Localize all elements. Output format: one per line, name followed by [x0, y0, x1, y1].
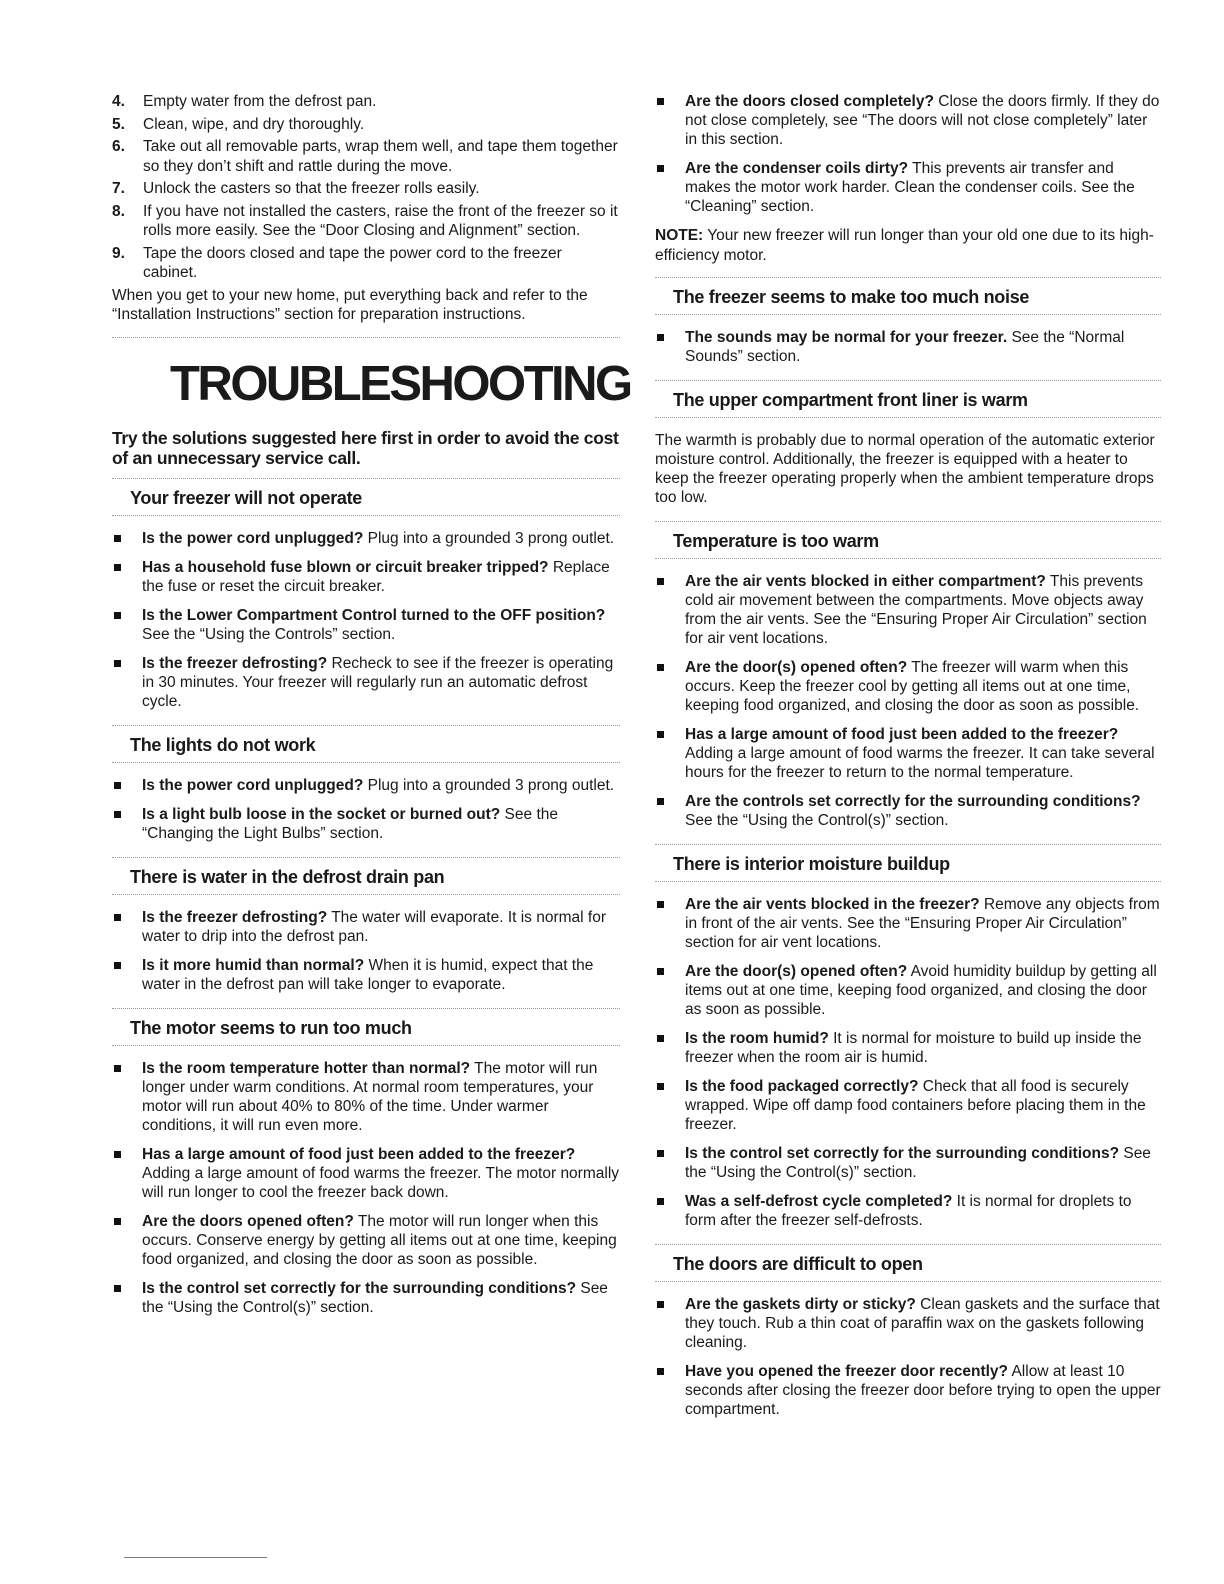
- divider: [112, 857, 620, 858]
- divider: [655, 417, 1161, 418]
- bullet-list: [112, 529, 620, 711]
- list-item: [655, 159, 1161, 216]
- section-liner-warm: [655, 380, 1161, 507]
- bullet-icon: [657, 901, 664, 908]
- divider: [655, 380, 1161, 381]
- list-item: [112, 654, 620, 711]
- question: Is it more humid than normal?: [142, 956, 365, 974]
- heading-text: Temperature is too warm: [673, 531, 879, 551]
- question: Have you opened the freezer door recently?: [685, 1363, 1009, 1380]
- note-label: NOTE:: [655, 227, 704, 244]
- list-item: [112, 244, 620, 283]
- bullet-icon: [657, 1083, 664, 1090]
- question: Are the doors opened often?: [142, 1212, 354, 1230]
- question: Are the controls set correctly for the surrounding conditions?: [685, 793, 1141, 810]
- answer: This prevents air transfer and makes the motor work harder. Clean the condenser coils. See the “Cleaning” section.: [685, 160, 1135, 215]
- section-noise: [655, 277, 1161, 366]
- divider: [112, 337, 620, 338]
- bullet-icon: [114, 1218, 121, 1225]
- bullet-list: [112, 776, 620, 843]
- section-water-drain-pan: [112, 857, 620, 994]
- bullet-icon: [114, 660, 121, 667]
- divider: [655, 844, 1161, 845]
- question: Is the control set correctly for the surrounding conditions?: [685, 1145, 1120, 1162]
- step-number: 6.: [112, 138, 125, 155]
- section-moisture-buildup: [655, 844, 1161, 1230]
- bullet-icon: [114, 1285, 121, 1292]
- note: [655, 226, 1161, 265]
- divider: [112, 478, 620, 479]
- section-doors-difficult: [655, 1244, 1161, 1419]
- list-item: [655, 792, 1161, 830]
- section-heading: [112, 866, 620, 888]
- divider: [655, 314, 1161, 315]
- list-item: [112, 558, 620, 596]
- list-item: [112, 1212, 620, 1269]
- page-title: TROUBLESHOOTING: [170, 356, 631, 411]
- section-will-not-operate: [112, 478, 620, 711]
- bullet-icon: [657, 1198, 664, 1205]
- section-paragraph: The warmth is probably due to normal operation of the automatic exterior moisture control. Additionally, the freezer is equipped with a heater to keep the freezer operating properly when the ambient temperature drops too low.: [655, 432, 1155, 506]
- note-text: Your new freezer will run longer than your old one due to its high-efficiency motor.: [655, 227, 1154, 264]
- bullet-icon: [114, 1151, 121, 1158]
- moving-steps-list: [112, 92, 620, 283]
- answer: The freezer will warm when this occurs. Keep the freezer cool by getting all items out at one time, keeping food organized, and closing the door as soon as possible.: [685, 659, 1140, 714]
- answer: See the “Using the Control(s)” section.: [685, 812, 949, 829]
- list-item: [655, 725, 1161, 782]
- divider: [112, 1045, 620, 1046]
- answer: Avoid humidity buildup by getting all items out at one time, keeping food organized, and closing the door as soon as possible.: [685, 963, 1157, 1018]
- divider: [655, 277, 1161, 278]
- question: Is the Lower Compartment Control turned to the OFF position?: [142, 606, 606, 624]
- question: Is the food packaged correctly?: [685, 1078, 919, 1095]
- answer: Close the doors firmly. If they do not close completely, see “The doors will not close completely” later in this section.: [685, 93, 1160, 148]
- answer: Remove any objects from in front of the air vents. See the “Ensuring Proper Air Circulation” section for air vent locations.: [685, 896, 1160, 951]
- bullet-icon: [114, 914, 121, 921]
- section-heading: [655, 853, 1161, 875]
- question: Is the freezer defrosting?: [142, 654, 328, 672]
- step-number: 9.: [112, 244, 125, 262]
- answer: Check that all food is securely wrapped. Wipe off damp food containers before placing them in the freezer.: [685, 1078, 1146, 1133]
- bullet-icon: [657, 798, 664, 805]
- heading-text: The freezer seems to make too much noise: [673, 287, 1030, 307]
- answer: The motor will run longer when this occurs. Conserve energy by getting all items out at one time, keeping food organized, and closing the door as soon as possible.: [142, 1212, 617, 1268]
- list-item: [655, 328, 1161, 366]
- bullet-icon: [114, 962, 121, 969]
- bullet-icon: [114, 535, 121, 542]
- new-home-paragraph: When you get to your new home, put everything back and refer to the “Installation Instructions” section for preparation instructions.: [112, 286, 588, 323]
- question: The sounds may be normal for your freezer.: [685, 329, 1008, 346]
- question: Is the power cord unplugged?: [142, 776, 364, 794]
- footer-rule: [124, 1557, 267, 1558]
- question: Are the air vents blocked in either compartment?: [685, 573, 1046, 590]
- heading-text: The lights do not work: [130, 734, 316, 755]
- answer: Adding a large amount of food warms the freezer. The motor normally will run longer to cool the freezer back down.: [142, 1164, 620, 1201]
- step-number: 4.: [112, 93, 125, 110]
- list-item: [655, 1029, 1161, 1067]
- list-item: [655, 1295, 1161, 1352]
- divider: [655, 521, 1161, 522]
- step-text: Unlock the casters so that the freezer rolls easily.: [143, 180, 480, 197]
- bullet-icon: [114, 1065, 121, 1072]
- bullet-list: [112, 908, 620, 994]
- answer: See the “Using the Controls” section.: [142, 625, 396, 643]
- section-heading: [655, 1253, 1161, 1275]
- list-item: [655, 1144, 1161, 1182]
- list-item: [112, 92, 620, 112]
- list-item: [112, 529, 620, 548]
- step-number: 7.: [112, 180, 125, 197]
- bullet-icon: [657, 98, 664, 105]
- step-number: 8.: [112, 202, 125, 220]
- divider: [655, 558, 1161, 559]
- answer: See the “Changing the Light Bulbs” section.: [142, 805, 558, 842]
- answer: The water will evaporate. It is normal for water to drip into the defrost pan.: [142, 908, 607, 945]
- list-item: [655, 1362, 1161, 1419]
- section-temperature-too-warm: [655, 521, 1161, 830]
- left-column: [112, 92, 631, 1327]
- section-heading: [655, 286, 1161, 308]
- bullet-icon: [657, 1301, 664, 1308]
- list-item: [112, 1279, 620, 1317]
- step-text: Empty water from the defrost pan.: [143, 93, 377, 110]
- answer: When it is humid, expect that the water in the defrost pan will take longer to evaporate.: [142, 956, 594, 993]
- answer: Plug into a grounded 3 prong outlet.: [363, 776, 615, 794]
- answer: Clean gaskets and the surface that they touch. Rub a thin coat of paraffin wax on the gaskets following cleaning.: [685, 1296, 1160, 1351]
- bullet-icon: [657, 968, 664, 975]
- bullet-list: [655, 92, 1161, 216]
- bullet-icon: [657, 731, 664, 738]
- question: Is the control set correctly for the surrounding conditions?: [142, 1279, 577, 1297]
- question: Are the condenser coils dirty?: [685, 160, 909, 177]
- question: Are the air vents blocked in the freezer?: [685, 896, 980, 913]
- list-item: [112, 908, 620, 946]
- right-column: [655, 92, 1161, 1429]
- list-item: [655, 92, 1161, 149]
- heading-text: The doors are difficult to open: [673, 1254, 923, 1274]
- bullet-icon: [657, 1368, 664, 1375]
- answer: See the “Using the Control(s)” section.: [685, 1145, 1151, 1181]
- answer: This prevents cold air movement between the compartments. Move objects away from the air vents. See the “Ensuring Proper Air Circulation” section for air vent locations.: [685, 573, 1147, 647]
- bullet-list: [112, 1059, 620, 1317]
- heading-text: There is water in the defrost drain pan: [130, 866, 445, 887]
- list-item: [655, 1077, 1161, 1134]
- divider: [112, 1008, 620, 1009]
- bullet-icon: [114, 564, 121, 571]
- question: Are the gaskets dirty or sticky?: [685, 1296, 916, 1313]
- answer: Allow at least 10 seconds after closing the freezer door before trying to open the upper compartment.: [685, 1363, 1161, 1418]
- question: Has a household fuse blown or circuit breaker tripped?: [142, 558, 549, 576]
- answer: Recheck to see if the freezer is operating in 30 minutes. Your freezer will regularly run an automatic defrost cycle.: [142, 654, 614, 710]
- bullet-list: [655, 1295, 1161, 1419]
- bullet-icon: [114, 612, 121, 619]
- bullet-list: [655, 572, 1161, 830]
- bullet-icon: [114, 811, 121, 818]
- divider: [112, 894, 620, 895]
- answer: Adding a large amount of food warms the freezer. It can take several hours for the freezer to return to the normal temperature.: [685, 745, 1155, 781]
- question: Has a large amount of food just been added to the freezer?: [685, 726, 1119, 743]
- bullet-list: [655, 328, 1161, 366]
- divider: [112, 515, 620, 516]
- section-lights: [112, 725, 620, 843]
- list-item: [112, 606, 620, 644]
- step-text: Clean, wipe, and dry thoroughly.: [143, 115, 365, 133]
- answer: It is normal for moisture to build up inside the freezer when the room air is humid.: [685, 1030, 1142, 1066]
- intro-text: Try the solutions suggested here first in order to avoid the cost of an unnecessary service call.: [112, 427, 619, 468]
- list-item: [112, 956, 620, 994]
- heading-text: There is interior moisture buildup: [673, 854, 950, 874]
- divider: [655, 1281, 1161, 1282]
- divider: [112, 725, 620, 726]
- step-text: If you have not installed the casters, raise the front of the freezer so it rolls more easily. See the “Door Closing and Alignment” section.: [143, 202, 618, 239]
- section-heading: [112, 487, 620, 509]
- answer: See the “Normal Sounds” section.: [685, 329, 1125, 365]
- list-item: [112, 805, 620, 843]
- divider: [655, 1244, 1161, 1245]
- list-item: [655, 658, 1161, 715]
- question: Was a self-defrost cycle completed?: [685, 1193, 953, 1210]
- step-text: Tape the doors closed and tape the power cord to the freezer cabinet.: [143, 244, 562, 281]
- section-heading: [112, 1017, 620, 1039]
- divider: [655, 881, 1161, 882]
- list-item: [112, 202, 620, 241]
- heading-text: The upper compartment front liner is warm: [673, 390, 1028, 410]
- bullet-icon: [657, 1035, 664, 1042]
- question: Is the freezer defrosting?: [142, 908, 328, 926]
- answer: It is normal for droplets to form after the freezer self-defrosts.: [685, 1193, 1132, 1229]
- bullet-icon: [657, 165, 664, 172]
- section-heading: [655, 389, 1161, 411]
- step-number: 5.: [112, 115, 125, 133]
- bullet-icon: [114, 782, 121, 789]
- list-item: [655, 962, 1161, 1019]
- bullet-list: [655, 895, 1161, 1230]
- question: Is a light bulb loose in the socket or burned out?: [142, 805, 501, 823]
- answer: The motor will run longer under warm conditions. At normal room temperatures, your motor will run about 40% to 80% of the time. Under warmer conditions, it will run even more.: [142, 1059, 598, 1134]
- list-item: [655, 895, 1161, 952]
- question: Are the doors closed completely?: [685, 93, 934, 110]
- heading-text: Your freezer will not operate: [130, 487, 363, 508]
- question: Are the door(s) opened often?: [685, 659, 908, 676]
- list-item: [112, 776, 620, 795]
- bullet-icon: [657, 334, 664, 341]
- step-text: Take out all removable parts, wrap them well, and tape them together so they don’t shift and rattle during the move.: [143, 138, 618, 175]
- list-item: [112, 115, 620, 135]
- section-heading: [655, 530, 1161, 552]
- question: Is the room humid?: [685, 1030, 829, 1047]
- question: Is the room temperature hotter than normal?: [142, 1059, 471, 1077]
- list-item: [112, 1059, 620, 1135]
- section-motor-runs-too-much: [112, 1008, 620, 1317]
- list-item: [655, 572, 1161, 648]
- answer: Replace the fuse or reset the circuit breaker.: [142, 558, 610, 595]
- heading-text: The motor seems to run too much: [130, 1017, 412, 1038]
- question: Are the door(s) opened often?: [685, 963, 908, 980]
- section-heading: [112, 734, 620, 756]
- bullet-icon: [657, 1150, 664, 1157]
- answer: See the “Using the Control(s)” section.: [142, 1279, 608, 1316]
- list-item: [655, 1192, 1161, 1230]
- question: Is the power cord unplugged?: [142, 529, 364, 547]
- bullet-icon: [657, 578, 664, 585]
- question: Has a large amount of food just been added to the freezer?: [142, 1145, 576, 1163]
- list-item: [112, 137, 620, 176]
- divider: [112, 762, 620, 763]
- list-item: [112, 179, 620, 199]
- answer: Plug into a grounded 3 prong outlet.: [363, 529, 615, 547]
- list-item: [112, 1145, 620, 1202]
- bullet-icon: [657, 664, 664, 671]
